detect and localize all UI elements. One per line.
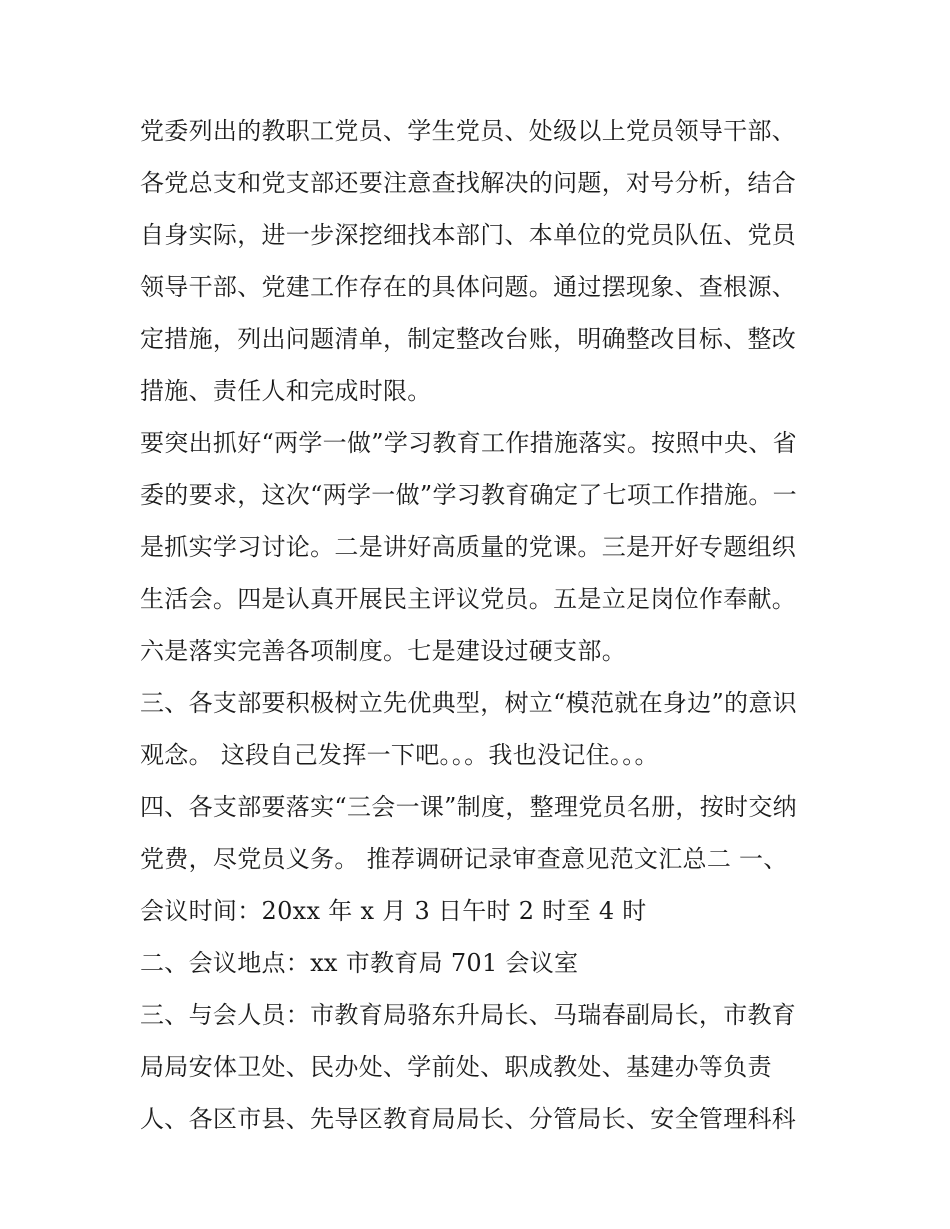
text-line: 自身实际，进一步深挖细找本部门、本单位的党员队伍、党员	[140, 221, 797, 249]
text-line: 要突出抓好“两学一做”学习教育工作措施落实。按照中央、省	[140, 429, 797, 457]
text-line: 是抓实学习讨论。二是讲好高质量的党课。三是开好专题组织	[140, 533, 797, 561]
text-line: 各党总支和党支部还要注意查找解决的问题，对号分析，结合	[140, 169, 797, 197]
text-line: 党委列出的教职工党员、学生党员、处级以上党员领导干部、	[140, 117, 797, 145]
text-line: 措施、责任人和完成时限。	[140, 377, 432, 405]
text-line: 三、各支部要积极树立先优典型，树立“模范就在身边”的意识	[140, 689, 797, 717]
document-body	[140, 105, 820, 1145]
text-line: 二、会议地点：xx 市教育局 701 会议室	[140, 949, 579, 977]
text-line: 领导干部、党建工作存在的具体问题。通过摆现象、查根源、	[140, 273, 797, 301]
text-line: 会议时间：20xx 年 x 月 3 日午时 2 时至 4 时	[140, 897, 647, 925]
text-line: 委的要求，这次“两学一做”学习教育确定了七项工作措施。一	[140, 481, 797, 509]
text-line: 人、各区市县、先导区教育局局长、分管局长、安全管理科科	[140, 1105, 797, 1133]
text-line: 四、各支部要落实“三会一课”制度，整理党员名册，按时交纳	[140, 793, 797, 821]
text-line: 生活会。四是认真开展民主评议党员。五是立足岗位作奉献。	[140, 585, 797, 613]
text-line: 观念。 这段自己发挥一下吧。。。我也没记住。。。	[140, 741, 659, 769]
text-line: 定措施，列出问题清单，制定整改台账，明确整改目标、整改	[140, 325, 797, 353]
text-line: 六是落实完善各项制度。七是建设过硬支部。	[140, 637, 626, 665]
text-line: 三、与会人员：市教育局骆东升局长、马瑞春副局长，市教育	[140, 1001, 797, 1029]
text-line: 党费，尽党员义务。 推荐调研记录审查意见范文汇总二 一、	[140, 845, 788, 873]
text-line: 局局安体卫处、民办处、学前处、职成教处、基建办等负责	[140, 1053, 772, 1081]
